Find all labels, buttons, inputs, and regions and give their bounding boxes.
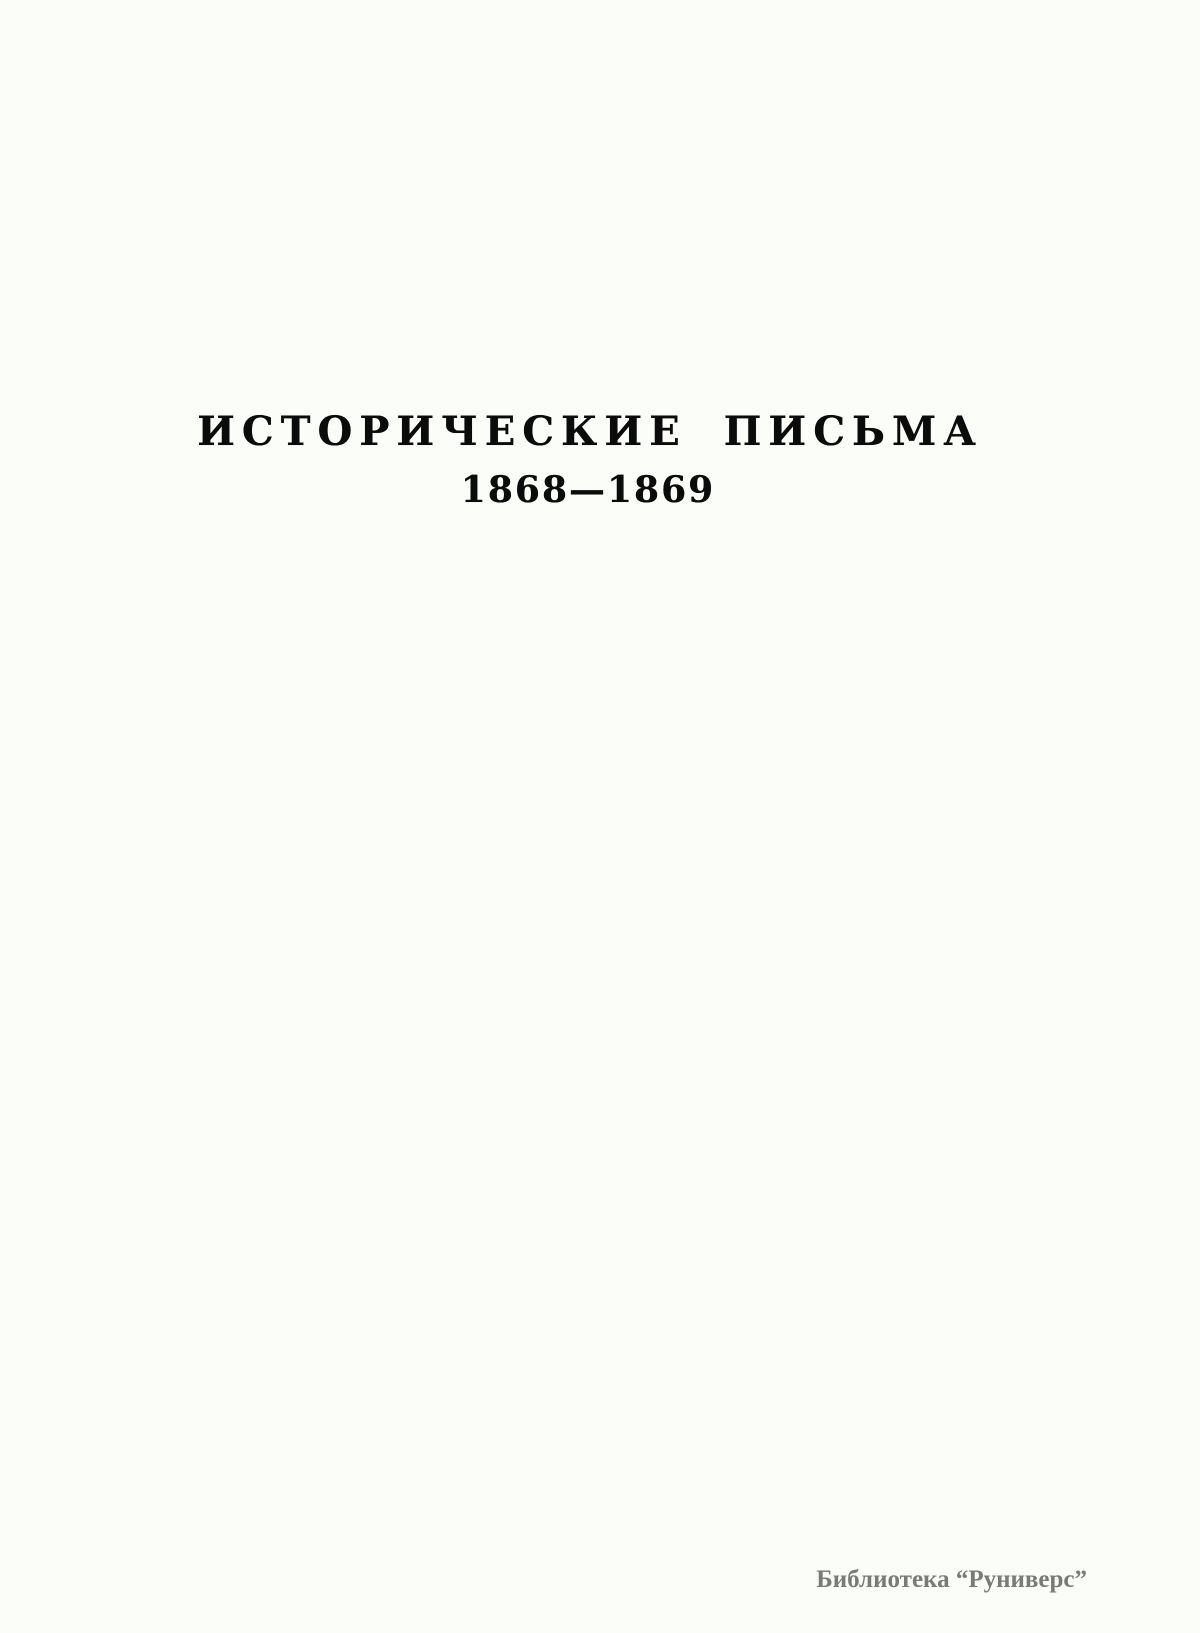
book-years: 1868—1869	[460, 469, 716, 511]
library-watermark: Библиотека “Руниверс”	[816, 1566, 1087, 1593]
book-title: ИСТОРИЧЕСКИЕ ПИСЬМА	[197, 408, 983, 455]
